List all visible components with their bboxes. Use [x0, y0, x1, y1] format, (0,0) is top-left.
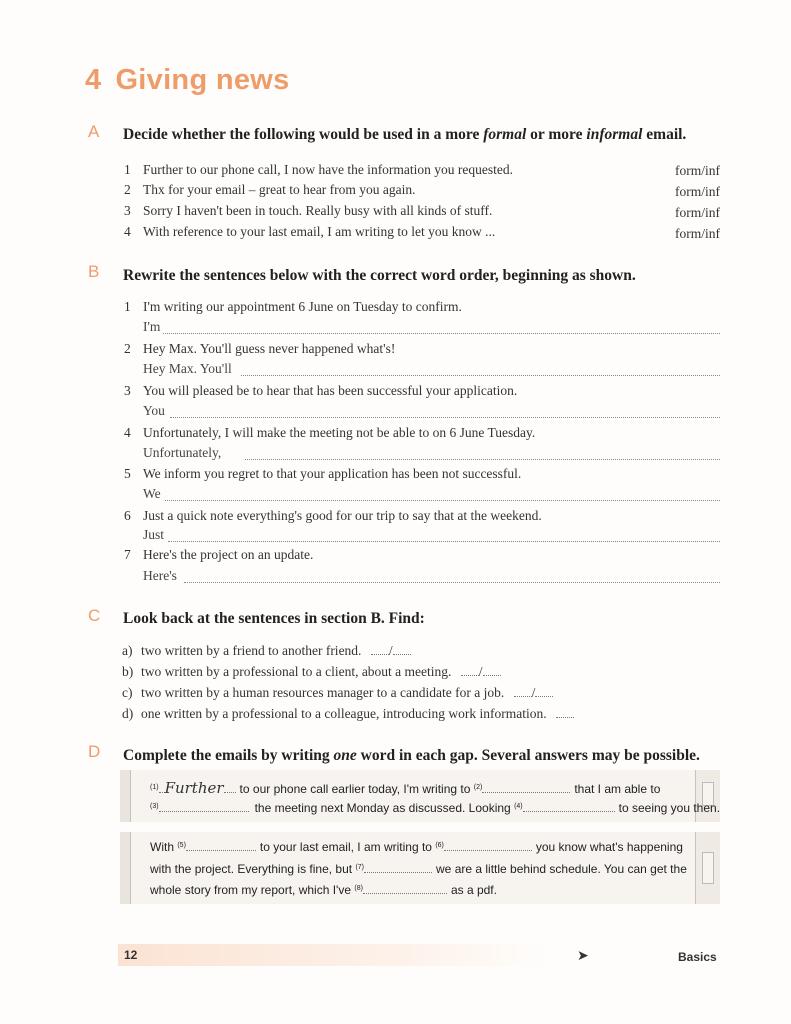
- footer-band: [118, 944, 548, 966]
- email-gap-5[interactable]: [186, 841, 256, 851]
- answer-prompt: Hey Max. You'll: [143, 361, 232, 376]
- answer-gap[interactable]: [393, 645, 411, 655]
- answer-line[interactable]: [168, 541, 720, 542]
- section-c-item: d) one written by a professional to a colleague, introducing work information.: [122, 706, 574, 722]
- section-d-letter: D: [88, 742, 101, 761]
- email-1-line-2: $^{(3)}$ the meeting next Monday as discussed. Looking $^{(4)}$ to seeing you then.: [150, 801, 721, 815]
- scroll-thumb: [702, 852, 714, 884]
- email-box-1: [120, 770, 720, 822]
- section-b-item: 7 Here's the project on an update.: [124, 547, 314, 562]
- form-inf-option[interactable]: form/inf: [675, 184, 720, 199]
- email-box-2: [120, 832, 720, 904]
- answer-gap[interactable]: [535, 687, 553, 697]
- answer-gap[interactable]: [461, 666, 479, 676]
- section-a-item: 1 Further to our phone call, I now have the information you requested.: [124, 162, 514, 177]
- page-number: 12: [124, 948, 138, 962]
- section-b-item: 1 I'm writing our appointment 6 June on Tuesday to confirm.: [124, 299, 462, 314]
- section-b-letter: B: [88, 262, 100, 281]
- email-gap-4[interactable]: [523, 802, 615, 812]
- section-c-letter: C: [88, 606, 101, 625]
- unit-title-text: Giving news: [115, 64, 290, 96]
- email-scrollbar: [695, 832, 720, 904]
- form-inf-option[interactable]: form/inf: [675, 163, 720, 178]
- answer-gap[interactable]: [371, 645, 389, 655]
- email-left-border: [120, 832, 131, 904]
- email-2-line-1: With $^{(5)}$ to your last email, I am writing to $^{(6)}$ you know what's happening: [150, 840, 683, 854]
- section-a-heading: Decide whether the following would be used in a more formal or more informal email.: [123, 126, 687, 143]
- arrow-icon: ➤: [577, 948, 589, 964]
- answer-prompt: You: [143, 403, 165, 418]
- answer-prompt: Unfortunately,: [143, 445, 222, 460]
- section-a-item: 2 Thx for your email – great to hear from you again.: [124, 182, 416, 197]
- section-c-item: a) two written by a friend to another friend. /: [122, 643, 411, 659]
- answer-gap[interactable]: [483, 666, 501, 676]
- section-b-item: 6 Just a quick note everything's good for our trip to say that at the weekend.: [124, 508, 542, 523]
- answer-prompt: Here's: [143, 568, 177, 583]
- email-gap-2[interactable]: [482, 783, 570, 793]
- form-inf-option[interactable]: form/inf: [675, 205, 720, 220]
- answer-prompt: Just: [143, 527, 165, 542]
- email-gap-3[interactable]: [159, 802, 249, 812]
- section-a-item: 4 With reference to your last email, I am writing to let you know ...: [124, 224, 496, 239]
- unit-number: 4: [85, 64, 102, 96]
- email-gap-8[interactable]: [363, 884, 447, 894]
- answer-gap[interactable]: [556, 708, 574, 718]
- section-c-heading: Look back at the sentences in section B. Find:: [123, 610, 425, 627]
- email-left-border: [120, 770, 131, 822]
- answer-line[interactable]: [245, 459, 720, 460]
- email-2-line-3: whole story from my report, which I've $^{(8)}$ as a pdf.: [150, 883, 497, 897]
- unit-title: [85, 64, 290, 97]
- section-b-item: 2 Hey Max. You'll guess never happened what's!: [124, 341, 396, 356]
- section-c-item: c) two written by a human resources manager to a candidate for a job. /: [122, 685, 553, 701]
- answer-prompt: I'm: [143, 319, 161, 334]
- section-b-heading: Rewrite the sentences below with the correct word order, beginning as shown.: [123, 267, 636, 284]
- answer-line[interactable]: [184, 582, 720, 583]
- section-a-letter: A: [88, 122, 100, 141]
- footer-section-label: Basics: [678, 950, 717, 964]
- answer-line[interactable]: [163, 333, 720, 334]
- answer-prompt: We: [143, 486, 161, 501]
- answer-line[interactable]: [170, 417, 720, 418]
- section-b-item: 4 Unfortunately, I will make the meeting not be able to on 6 June Tuesday.: [124, 425, 536, 440]
- section-b-item: 5 We inform you regret to that your application has been not successful.: [124, 466, 522, 481]
- handwritten-answer: Further: [164, 779, 224, 797]
- section-a-item: 3 Sorry I haven't been in touch. Really busy with all kinds of stuff.: [124, 203, 493, 218]
- email-gap-6[interactable]: [444, 841, 532, 851]
- email-2-line-2: with the project. Everything is fine, but $^{(7)}$ we are a little behind schedule. You can get the: [150, 862, 687, 876]
- answer-line[interactable]: [165, 500, 720, 501]
- section-b-item: 3 You will pleased be to hear that has been successful your application.: [124, 383, 518, 398]
- section-d-heading: Complete the emails by writing one word in each gap. Several answers may be possible.: [123, 747, 700, 764]
- email-gap-7[interactable]: [364, 863, 432, 873]
- email-1-line-1: $^{(1)}$ Further to our phone call earlier today, I'm writing to $^{(2)}$ that I am able to: [150, 779, 661, 797]
- answer-line[interactable]: [241, 375, 720, 376]
- form-inf-option[interactable]: form/inf: [675, 226, 720, 241]
- section-c-item: b) two written by a professional to a client, about a meeting. /: [122, 664, 501, 680]
- answer-gap[interactable]: [514, 687, 532, 697]
